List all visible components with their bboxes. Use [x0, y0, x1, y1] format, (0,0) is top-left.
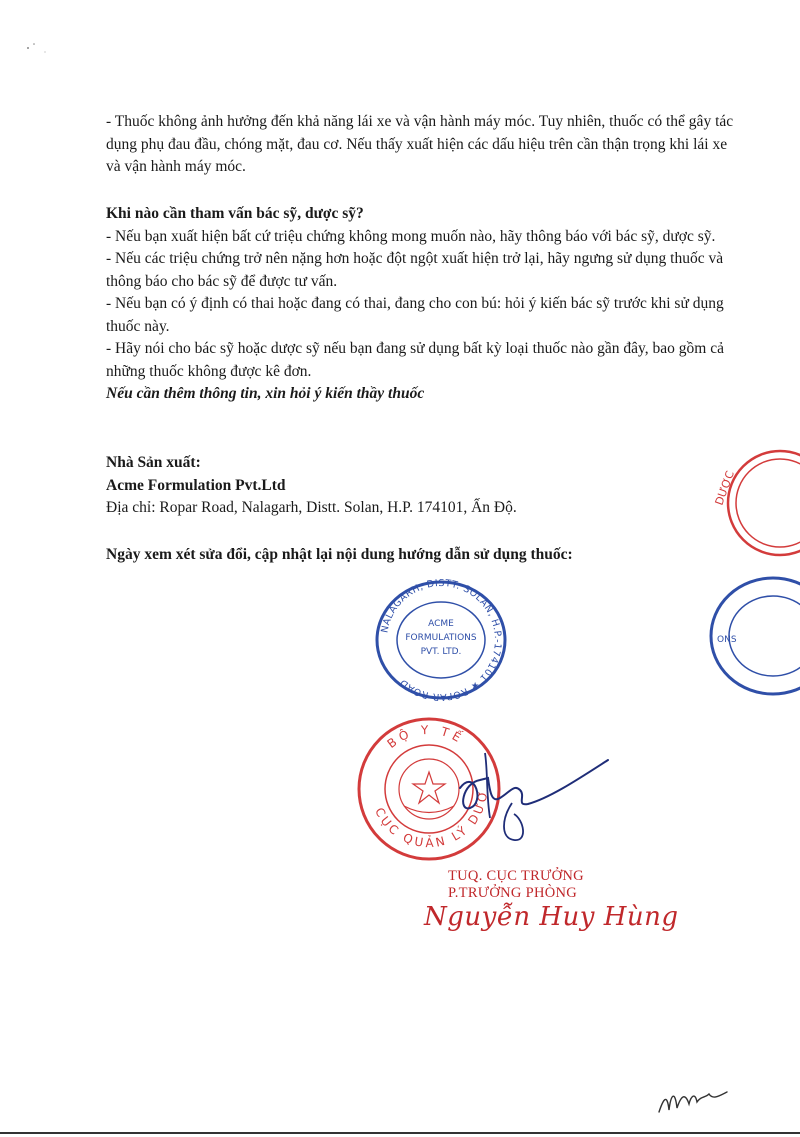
official-stamp-bottom-text: CỤC QUẢN LÝ DƯỢC: [348, 703, 491, 851]
manufacturer-name: Acme Formulation Pvt.Ltd: [106, 476, 286, 494]
revision-heading: Ngày xem xét sửa đổi, cập nhật lại nội dung hướng dẫn sử dụng thuốc:: [106, 546, 573, 563]
signature-line-1: TUQ. CỤC TRƯỞNG: [448, 868, 584, 884]
svg-text:DƯỢC: DƯỢC: [712, 469, 738, 508]
driving-paragraph: - Thuốc không ảnh hưởng đến khả năng lái xe và vận hành máy móc. Tuy nhiên, thuốc có thể gây tác dụng phụ đau đầu, chóng mặt, đau cơ. Nếu thấy xuất hiện các dấu hiệu trên cần thận trọng khi lái xe và vận hành máy móc.: [106, 113, 734, 175]
consult-item: - Nếu bạn xuất hiện bất cứ triệu chứng không mong muốn nào, hãy thông báo với bác sỹ, dược sỹ.: [106, 227, 716, 245]
company-stamp: [372, 578, 510, 702]
signature-scribble: [440, 748, 620, 848]
consult-item: - Hãy nói cho bác sỹ hoặc dược sỹ nếu bạn đang sử dụng bất kỳ loại thuốc nào gần đây, bao gồm cả những thuốc không được kê đơn.: [106, 340, 724, 380]
manufacturer-section: [106, 452, 734, 520]
company-stamp-line: PVT. LTD.: [420, 647, 462, 657]
driving-section: [106, 111, 734, 179]
svg-text:ONS: ONS: [717, 635, 737, 645]
consult-note: Nếu cần thêm thông tin, xin hỏi ý kiến thầy thuốc: [106, 385, 425, 402]
bottom-rule: [0, 1132, 800, 1134]
manufacturer-address: Địa chỉ: Ropar Road, Nalagarh, Distt. Solan, H.P. 174101, Ấn Độ.: [106, 499, 517, 516]
manufacturer-heading: Nhà Sản xuất:: [106, 454, 201, 471]
official-stamp-top-text: BỘ Y TẾ: [384, 722, 467, 752]
partial-official-stamp: [690, 448, 800, 558]
consult-item: - Nếu các triệu chứng trở nên nặng hơn hoặc đột ngột xuất hiện trở lại, hãy ngưng sử dụng thuốc và thông báo cho bác sỹ để được tư vấn.: [106, 250, 724, 290]
partial-company-stamp: [705, 572, 800, 700]
consult-item: - Nếu bạn có ý định có thai hoặc đang có thai, đang cho con bú: hỏi ý kiến bác sỹ trước khi sử dụng thuốc này.: [106, 295, 724, 335]
company-stamp-ring-text: NALAGARH, DISTT. SOLAN, H.P.-174101 ★ ROPAR ROAD: [379, 577, 504, 703]
scan-specks: [20, 40, 60, 60]
signature-name: Nguyễn Huy Hùng: [424, 902, 679, 932]
revision-section: [106, 544, 734, 567]
initials-scribble: [655, 1082, 735, 1118]
signature-line-2: P.TRƯỞNG PHÒNG: [448, 885, 578, 901]
company-stamp-line: FORMULATIONS: [405, 633, 477, 643]
company-stamp-line: ACME: [428, 619, 454, 629]
consult-heading: Khi nào cần tham vấn bác sỹ, dược sỹ?: [106, 205, 364, 222]
consult-section: [106, 203, 734, 406]
